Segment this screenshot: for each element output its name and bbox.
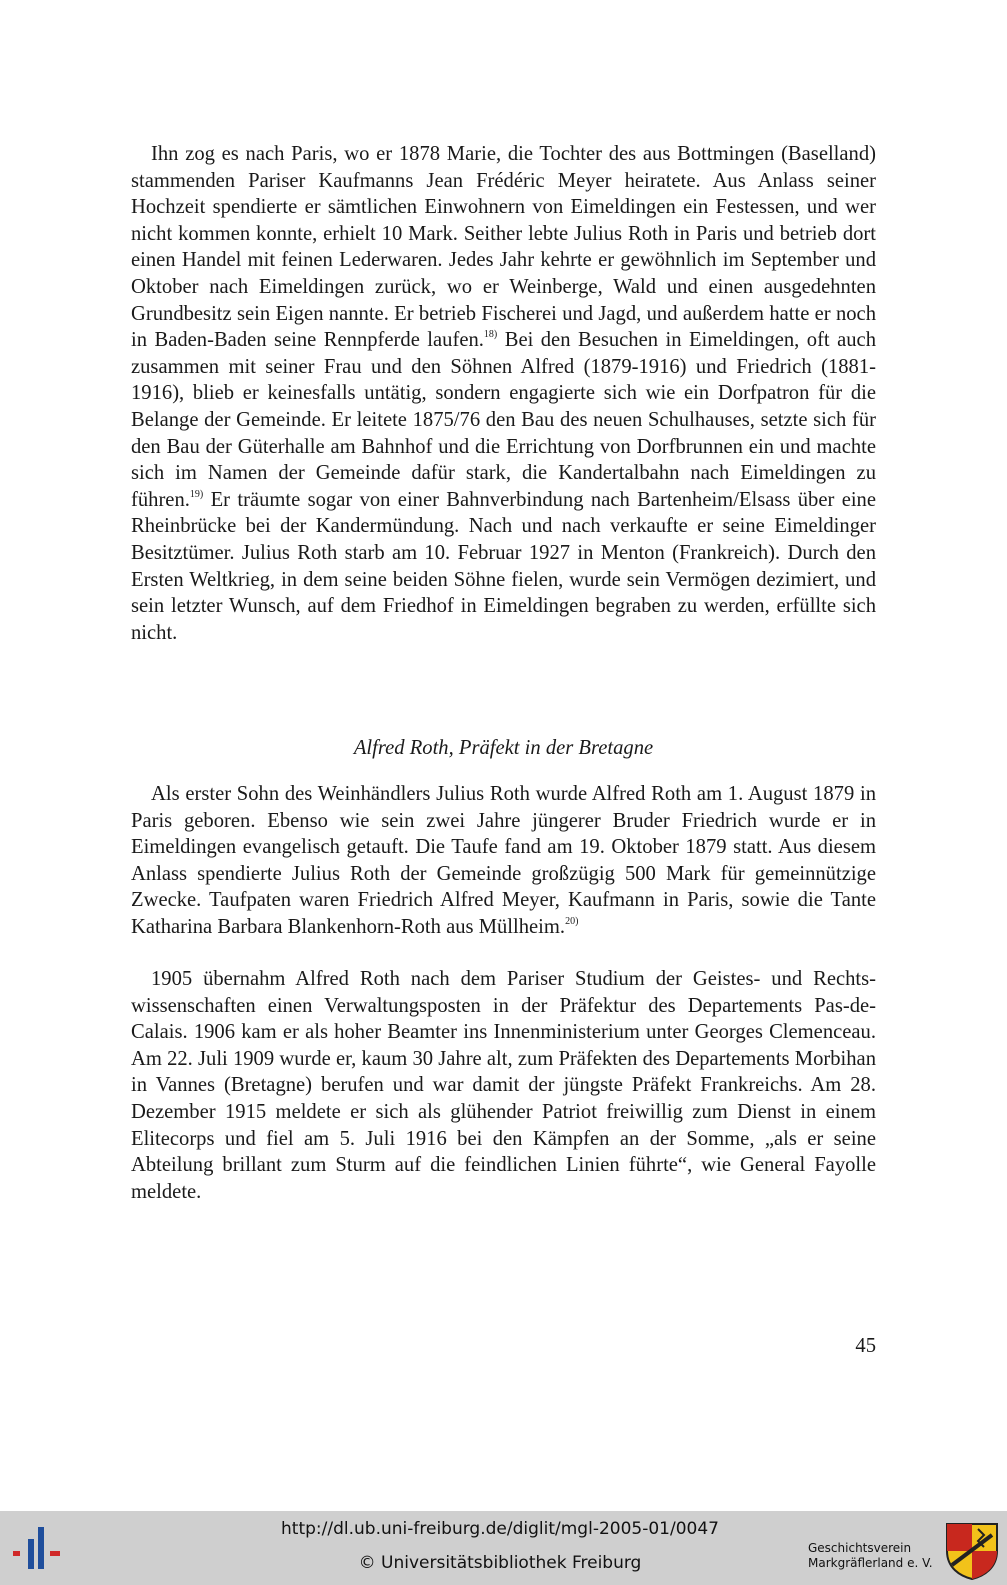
footer-url-link[interactable]: http://dl.ub.uni-freiburg.de/diglit/mgl-2005-01/0047 (281, 1519, 719, 1539)
footer-organization (808, 1541, 943, 1571)
paragraph-text: Ihn zog es nach Paris, wo er 1878 Marie, die Tochter des aus Bottmingen (Baselland) stammenden Pariser Kaufmanns Jean Frédéric Meyer heiratete. Aus Anlass seiner Hochzeit spendierte er sämtlichen Einwohnern von Eimeldingen ein Festessen, und wer nicht kommen konnte, erhielt 10 Mark. Seither lebte Julius Roth in Paris und betrieb dort einen Handel mit feinen Lederwaren. Jedes Jahr kehrte er gewöhnlich im September und Oktober nach Eimeldingen zurück, wo er Weinberge, Wald und einen ausgedehnten Grundbesitz sein Eigen nannte. Er betrieb Fischerei und Jagd, und außerdem hatte er noch in Baden-Baden seine Rennpferde laufen. (131, 143, 876, 352)
ub-freiburg-logo-icon[interactable] (10, 1525, 66, 1571)
paragraph-text: Er träumte sogar von einer Bahnverbindung nach Bartenheim/Elsass über eine Rheinbrücke bei der Kandermündung. Nach und nach verkaufte er seine Eimeldinger Besitztümer. Julius Roth starb am 10. Februar 1927 in Menton (Frankreich). Durch den Ersten Weltkrieg, in dem seine beiden Söhne fielen, wurde sein Vermögen dezimiert, und sein letzter Wunsch, auf dem Friedhof in Eimeldingen begraben zu werden, erfüllte sich nicht. (131, 488, 876, 644)
paragraph-alfred-career (131, 966, 876, 1205)
coat-of-arms-icon (944, 1521, 1000, 1581)
paragraph-text: Bei den Besuchen in Eimeldingen, oft auch zusammen mit seiner Frau und den Söhnen Alfred (1879-1916) und Friedrich (1881-1916), blieb er keinesfalls untätig, sondern engagierte sich wie ein Dorfpatron für die Belange der Gemeinde. Er leitete 1875/76 den Bau des neuen Schulhauses, setzte sich für den Bau der Güterhalle am Bahnhof und die Errichtung von Dorfbrunnen ein und machte sich im Namen der Gemeinde dafür stark, die Kandertalbahn nach Eimeldingen zu führen. (131, 329, 876, 511)
footnote-ref[interactable]: 20) (565, 915, 579, 927)
paragraph-text: Als erster Sohn des Weinhändlers Julius Roth wurde Alfred Roth am 1. August 1879 in Paris geboren. Ebenso wie sein zwei Jahre jüngerer Bruder Friedrich wurde er in Eimeldingen evangelisch getauft. Die Taufe fand am 19. Oktober 1879 statt. Aus diesem Anlass spendierte Julius Roth der Gemeinde großzügig 500 Mark für gemeinnützige Zwecke. Taufpaten waren Friedrich Alfred Meyer, Kaufmann in Paris, sowie die Tante Katharina Barbara Blankenhorn-Roth aus Müllheim. (131, 783, 876, 938)
org-name-line: Geschichtsverein (808, 1541, 912, 1555)
footer-bar (0, 1511, 1007, 1585)
paragraph-text: 1905 übernahm Alfred Roth nach dem Pariser Studium der Geistes- und Rechtswissenschaften einen Verwaltungsposten in der Präfektur des Departements Pas-de-Calais. 1906 kam er als hoher Beamter ins Innenministerium unter Georges Clemenceau. Am 22. Juli 1909 wurde er, kaum 30 Jahre alt, zum Präfekten des Departements Morbihan in Vannes (Bretagne) berufen und war damit der jüngste Präfekt Frankreichs. Am 28. Dezember 1915 meldete er sich als glühender Patriot freiwillig zum Dienst in einem Elitecorps und fiel am 5. Juli 1916 bei den Kämpfen an der Somme, „als er seine Abteilung brillant zum Sturm auf die feindlichen Linien führte“, wie General Fayolle meldete. (131, 968, 876, 1203)
footnote-ref[interactable]: 19) (189, 488, 204, 500)
paragraph-alfred-birth (131, 781, 876, 941)
footnote-ref[interactable]: 18) (483, 329, 498, 341)
footer-copyright: © Universitätsbibliothek Freiburg (358, 1553, 642, 1573)
page-number: 45 (855, 1335, 876, 1357)
org-name-line: Markgräflerland e. V. (808, 1556, 933, 1570)
section-heading: Alfred Roth, Präfekt in der Bretagne (353, 737, 654, 759)
paragraph-julius-roth (131, 141, 876, 646)
